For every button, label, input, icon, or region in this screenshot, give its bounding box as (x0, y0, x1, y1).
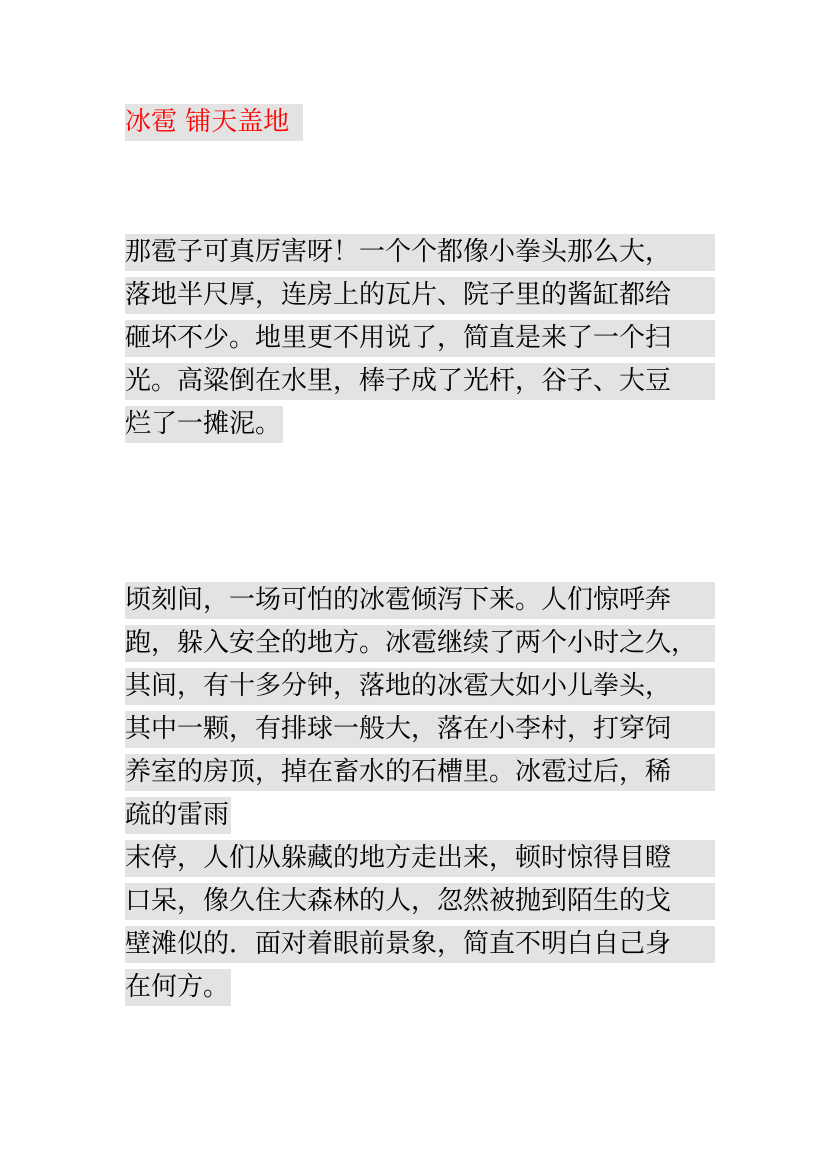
text-line-content: 壁滩似的．面对着眼前景象，简直不明白自己身 (125, 926, 715, 963)
paragraph-hailstorm (125, 582, 715, 1012)
text-line-content: 其间，有十多分钟，落地的冰雹大如小儿拳头， (125, 668, 715, 705)
text-line (125, 711, 715, 748)
text-line-content: 那雹子可真厉害呀！一个个都像小拳头那么大， (125, 234, 715, 271)
text-line-content: 在何方。 (125, 969, 231, 1006)
text-line-content: 顷刻间，一场可怕的冰雹倾泻下来。人们惊呼奔 (125, 582, 715, 619)
text-line-content: 光。高粱倒在水里，棒子成了光杆，谷子、大豆 (125, 363, 715, 400)
text-line (125, 582, 715, 619)
text-line-content: 末停，人们从躲藏的地方走出来，顿时惊得目瞪 (125, 840, 715, 877)
text-line (125, 234, 715, 271)
text-line-content: 跑，躲入安全的地方。冰雹继续了两个小时之久， (125, 625, 715, 662)
document-title: 冰雹 铺天盖地 (125, 104, 303, 141)
paragraph-hailstones (125, 234, 715, 449)
text-line (125, 668, 715, 705)
text-line (125, 797, 715, 834)
text-line-content: 落地半尺厚，连房上的瓦片、院子里的酱缸都给 (125, 277, 715, 314)
text-line-content: 烂了一摊泥。 (125, 406, 283, 443)
text-line (125, 363, 715, 400)
text-line (125, 883, 715, 920)
text-line-content: 疏的雷雨 (125, 797, 231, 834)
text-line-content: 其中一颗，有排球一般大，落在小李村，打穿饲 (125, 711, 715, 748)
text-line (125, 625, 715, 662)
text-line (125, 840, 715, 877)
text-line (125, 926, 715, 963)
text-line (125, 754, 715, 791)
text-line (125, 320, 715, 357)
text-line-content: 养室的房顶，掉在畜水的石槽里。冰雹过后，稀 (125, 754, 715, 791)
text-line (125, 277, 715, 314)
text-line-content: 砸坏不少。地里更不用说了，简直是来了一个扫 (125, 320, 715, 357)
text-line-content: 口呆，像久住大森林的人，忽然被抛到陌生的戈 (125, 883, 715, 920)
text-line (125, 969, 715, 1006)
text-line (125, 406, 715, 443)
